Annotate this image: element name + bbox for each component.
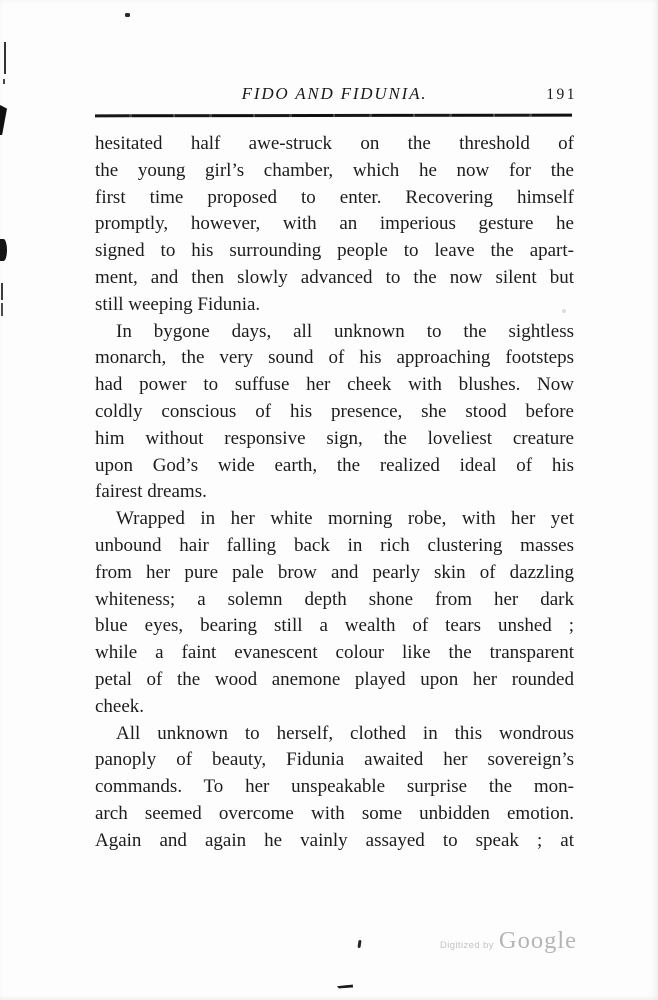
text-line: still weeping Fidunia. [95,293,261,315]
watermark-prefix-label: Digitized by [439,940,494,951]
paragraph [95,131,574,319]
text-line: blue eyes, bearing still a wealth of tears unshed ; [95,615,574,637]
scan-edge-tick [3,79,5,84]
digitized-by-watermark [440,927,577,955]
text-line: arch seemed overcome with some unbidden emotion. [95,802,574,824]
ink-speck [125,13,130,17]
paragraph [95,319,574,507]
ink-speck [562,309,566,313]
page-body [95,131,574,855]
text-line: monarch, the very sound of his approaching footsteps [95,347,574,369]
paragraph [95,506,574,720]
text-line: panoply of beauty, Fidunia awaited her sovereign’s [95,749,574,771]
scan-edge-line [1,303,3,316]
running-head-title: FIDO AND FIDUNIA. [241,84,428,103]
text-line: the young girl’s chamber, which he now for the [95,159,574,181]
text-line: In bygone days, all unknown to the sightless [116,320,574,342]
page-number: 191 [546,86,577,103]
text-line: first time proposed to enter. Recovering himself [95,186,574,208]
text-line: him without responsive sign, the loveliest creature [95,427,574,449]
text-line: had power to suffuse her cheek with blushes. Now [95,374,574,396]
scan-edge-smudge [0,105,7,135]
scan-edge-line [4,42,6,74]
text-line: cheek. [95,695,145,717]
text-line: Again and again he vainly assayed to speak ; at [95,829,574,851]
ink-speck [357,940,361,948]
text-line: signed to his surrounding people to leave the apart- [95,240,574,262]
text-line: Wrapped in her white morning robe, with her yet [116,508,574,530]
text-line: hesitated half awe-struck on the threshold of [95,133,574,154]
text-line: whiteness; a solemn depth shone from her dark [95,588,574,610]
text-line: coldly conscious of his presence, she stood before [95,400,574,422]
text-line: promptly, however, with an imperious gesture he [95,213,574,235]
paragraph [95,721,574,855]
text-line: from her pure pale brow and pearly skin of dazzling [95,561,574,583]
text-line: petal of the wood anemone played upon her rounded [95,668,574,690]
text-line: commands. To her unspeakable surprise the mon- [95,776,574,798]
header-rule [95,114,572,117]
text-line: fairest dreams. [95,481,207,503]
scan-edge-smudge [0,239,7,261]
text-line: unbound hair falling back in rich clustering masses [95,534,574,556]
text-line: ment, and then slowly advanced to the now silent but [95,266,574,288]
text-line: All unknown to herself, clothed in this wondrous [116,722,574,744]
google-logo: Google [498,927,577,954]
text-line: while a faint evanescent colour like the transparent [95,642,574,664]
ink-smudge [337,984,353,988]
scan-edge-line [1,283,3,300]
text-line: upon God’s wide earth, the realized ideal of his [95,454,574,476]
